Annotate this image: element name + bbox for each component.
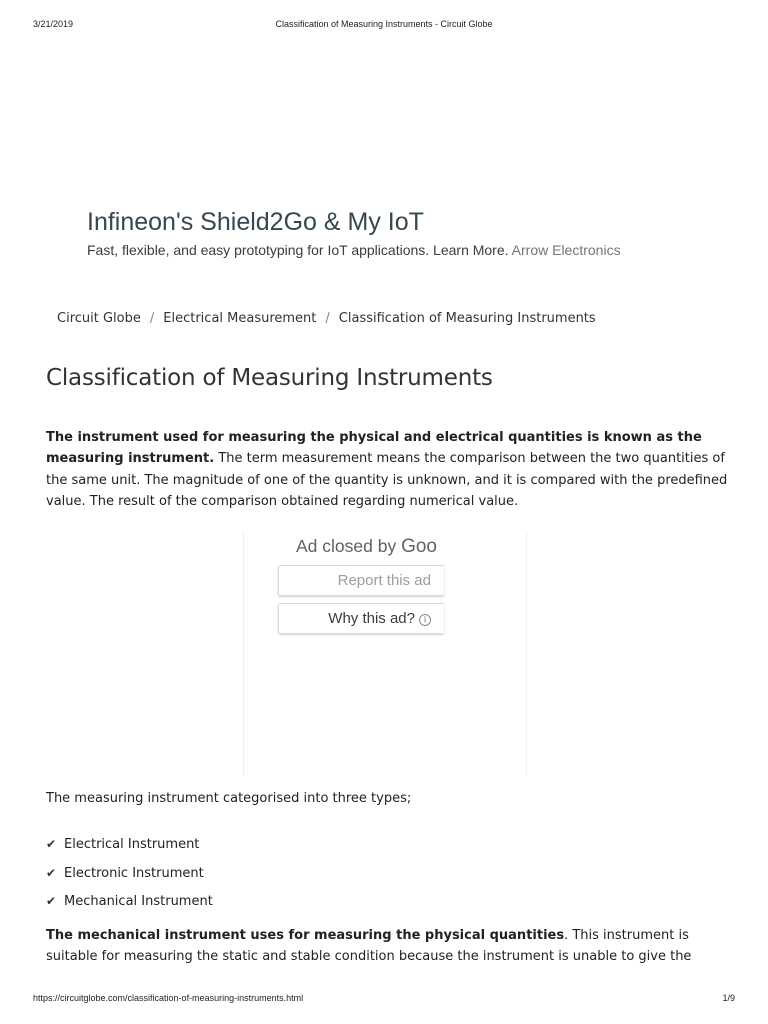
breadcrumb-separator: / (325, 311, 330, 326)
intro-text: The term measurement means the comparison between the two quantities of the same unit. The magnitude of one of the quantity is unknown, and it is compared with the predefined value. The result of the comparison obtained regarding numerical value. (46, 451, 728, 509)
report-ad-button[interactable]: Report this ad (278, 565, 444, 596)
mechanical-text: . This instrument is suitable for measuring the static and stable condition because the instrument is unable to give the (46, 928, 692, 965)
ad-advertiser[interactable]: Arrow Electronics (511, 242, 621, 258)
mechanical-bold-text: The mechanical instrument uses for measuring the physical quantities (46, 928, 565, 943)
print-page-number: 1/9 (722, 993, 735, 1003)
info-icon: i (419, 614, 431, 626)
list-item-label: Mechanical Instrument (64, 894, 213, 909)
why-this-ad-button[interactable] (278, 603, 444, 634)
intro-bold-text: The instrument used for measuring the physical and electrical quantities is known as the measuring instrument. (46, 430, 702, 467)
list-item (46, 890, 213, 919)
check-icon: ✔ (46, 865, 57, 880)
breadcrumb-item-category[interactable]: Electrical Measurement (163, 311, 317, 326)
list-item-label: Electronic Instrument (64, 865, 204, 881)
intro-paragraph (46, 427, 736, 512)
print-header (33, 19, 735, 31)
why-this-ad-label: Why this ad? (328, 610, 415, 627)
breadcrumb-item-home[interactable]: Circuit Globe (57, 311, 141, 326)
breadcrumb-separator: / (149, 311, 155, 326)
breadcrumb (57, 311, 596, 326)
print-url: https://circuitglobe.com/classification-of-measuring-instruments.html (33, 993, 304, 1003)
ad-title[interactable]: Infineon's Shield2Go & My IoT (87, 208, 424, 236)
breadcrumb-item-current: Classification of Measuring Instruments (338, 311, 596, 326)
mechanical-paragraph (46, 925, 736, 968)
check-icon: ✔ (46, 837, 57, 851)
ad-banner[interactable] (87, 206, 707, 258)
types-intro-text: The measuring instrument categorised into three types; (46, 791, 412, 806)
print-page-title: Classification of Measuring Instruments - Circuit Globe (275, 19, 493, 29)
list-item (46, 833, 213, 862)
ad-closed-label (296, 536, 445, 562)
instrument-type-list (46, 833, 213, 919)
check-icon: ✔ (46, 894, 57, 908)
ad-description (87, 242, 707, 258)
print-date: 3/21/2019 (33, 19, 74, 29)
ad-closed-text: Ad closed by (296, 536, 397, 556)
page-title: Classification of Measuring Instruments (46, 365, 493, 391)
list-item-label: Electrical Instrument (64, 837, 200, 852)
print-footer (33, 993, 735, 1005)
list-item (46, 862, 213, 891)
ad-description-text: Fast, flexible, and easy prototyping for IoT applications. Learn More. (87, 242, 509, 258)
google-logo-text: Goo (401, 536, 437, 557)
